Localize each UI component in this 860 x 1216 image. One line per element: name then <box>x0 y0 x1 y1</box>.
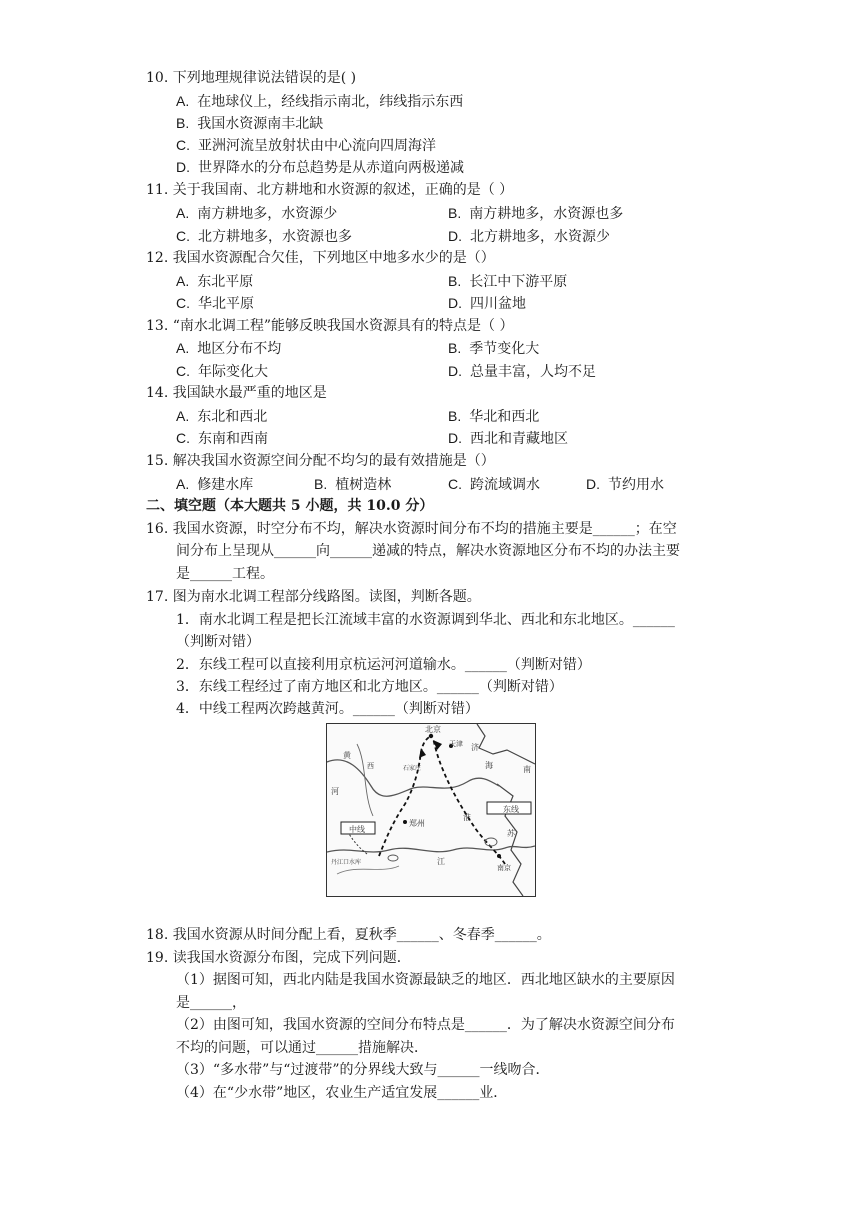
map-label-beijing: 北京 <box>425 725 441 734</box>
question-15-stem: 15. 解决我国水资源空间分配不均匀的最有效措施是（） <box>146 453 495 469</box>
question-17-item-2: 2．东线工程可以直接利用京杭运河河道输水。______（判断对错） <box>176 657 591 673</box>
section-heading-fill-in: 二、填空题（本大题共 5 小题，共 10.0 分） <box>146 498 434 514</box>
map-label-nanjing: 南京 <box>497 864 511 872</box>
map-label-hai: 海 <box>485 761 493 770</box>
q13-option-c[interactable]: C. 年际变化大 <box>176 363 268 380</box>
q14-option-a[interactable]: A. 东北和西北 <box>176 408 268 425</box>
map-label-ji: 济 <box>471 743 479 752</box>
question-17-item-4: 4．中线工程两次跨越黄河。______（判断对错） <box>176 701 479 717</box>
south-north-water-map <box>326 723 536 897</box>
q14-option-d[interactable]: D. 西北和青藏地区 <box>448 430 568 447</box>
map-label-zhengzhou: 郑州 <box>409 819 425 828</box>
q12-option-b[interactable]: B. 长江中下游平原 <box>448 273 568 290</box>
q10-option-d[interactable]: D. 世界降水的分布总趋势是从赤道向两极递减 <box>176 159 464 176</box>
q15-option-c[interactable]: C. 跨流域调水 <box>448 476 540 493</box>
map-label-xi: 西 <box>367 762 374 770</box>
q11-option-c[interactable]: C. 北方耕地多，水资源也多 <box>176 228 352 245</box>
question-16-line-3: 是______工程。 <box>176 566 274 582</box>
q10-option-b[interactable]: B. 我国水资源南丰北缺 <box>176 115 324 132</box>
q10-option-a[interactable]: A. 在地球仪上，经线指示南北，纬线指示东西 <box>176 93 464 110</box>
question-18: 18. 我国水资源从时间分配上看，夏秋季______、冬春季______。 <box>146 927 551 943</box>
q15-option-a[interactable]: A. 修建水库 <box>176 476 254 493</box>
map-label-jiang: 江 <box>437 857 445 866</box>
question-19-part-1-cont: 是______， <box>176 995 246 1011</box>
map-label-danjiangkou: 丹江口水库 <box>331 859 362 866</box>
question-13-stem: 13. “南水北调工程”能够反映我国水资源具有的特点是（ ） <box>146 318 514 334</box>
question-10-stem: 10. 下列地理规律说法错误的是( ) <box>146 70 357 86</box>
question-17-item-1: 1．南水北调工程是把长江流域丰富的水资源调到华北、西北和东北地区。______ <box>176 612 675 628</box>
q10-option-c[interactable]: C. 亚洲河流呈放射状由中心流向四周海洋 <box>176 137 436 154</box>
map-label-east-route: 东线 <box>503 805 519 814</box>
question-19-part-3: （3）“多水带”与“过渡带”的分界线大致与______一线吻合． <box>176 1062 550 1078</box>
question-17-item-3: 3．东线工程经过了南方地区和北方地区。______（判断对错） <box>176 679 563 695</box>
question-11-stem: 11. 关于我国南、北方耕地和水资源的叙述，正确的是（ ） <box>146 182 514 198</box>
question-17-item-1-note: （判断对错） <box>176 634 260 650</box>
q12-option-c[interactable]: C. 华北平原 <box>176 295 254 312</box>
map-drawing <box>327 724 535 896</box>
question-16-line-1: 16. 我国水资源，时空分布不均，解决水资源时间分布不均的措施主要是______；在空 <box>146 521 677 537</box>
question-19-part-4: （4）在“少水带”地区，农业生产适宜发展______业． <box>176 1085 508 1101</box>
q12-option-a[interactable]: A. 东北平原 <box>176 273 254 290</box>
question-12-stem: 12. 我国水资源配合欠佳，下列地区中地多水少的是（） <box>146 250 495 266</box>
q13-option-b[interactable]: B. 季节变化大 <box>448 340 540 357</box>
map-label-he: 河 <box>331 787 339 796</box>
map-label-shijiazhuang: 石家庄 <box>403 765 422 772</box>
q15-option-d[interactable]: D. 节约用水 <box>586 476 664 493</box>
q13-option-d[interactable]: D. 总量丰富，人均不足 <box>448 363 596 380</box>
question-16-line-2: 间分布上呈现从______向______递减的特点，解决水资源地区分布不均的办法主要 <box>176 543 680 559</box>
question-19-part-1: （1）据图可知，西北内陆是我国水资源最缺乏的地区．西北地区缺水的主要原因 <box>176 972 675 988</box>
question-19-stem: 19. 读我国水资源分布图，完成下列问题． <box>146 950 411 966</box>
map-label-su: 苏 <box>507 829 515 838</box>
map-label-huang: 黄 <box>343 751 351 760</box>
question-19-part-2: （2）由图可知，我国水资源的空间分布特点是______．为了解决水资源空间分布 <box>176 1017 675 1033</box>
map-label-tianjin: 天津 <box>449 740 463 748</box>
q12-option-d[interactable]: D. 四川盆地 <box>448 295 526 312</box>
map-label-nan: 南 <box>523 765 531 774</box>
q14-option-b[interactable]: B. 华北和西北 <box>448 408 540 425</box>
q14-option-c[interactable]: C. 东南和西南 <box>176 430 268 447</box>
q11-option-b[interactable]: B. 南方耕地多，水资源也多 <box>448 205 624 222</box>
q11-option-a[interactable]: A. 南方耕地多，水资源少 <box>176 205 338 222</box>
question-17-stem: 17. 图为南水北调工程部分线路图。读图，判断各题。 <box>146 589 481 605</box>
question-14-stem: 14. 我国缺水最严重的地区是 <box>146 385 327 401</box>
map-label-middle-route: 中线 <box>349 825 365 834</box>
q13-option-a[interactable]: A. 地区分布不均 <box>176 340 282 357</box>
q11-option-d[interactable]: D. 北方耕地多，水资源少 <box>448 228 610 245</box>
question-19-part-2-cont: 不均的问题，可以通过______措施解决． <box>176 1040 428 1056</box>
map-label-huai: 淮 <box>463 813 471 822</box>
q15-option-b[interactable]: B. 植树造林 <box>314 476 392 493</box>
